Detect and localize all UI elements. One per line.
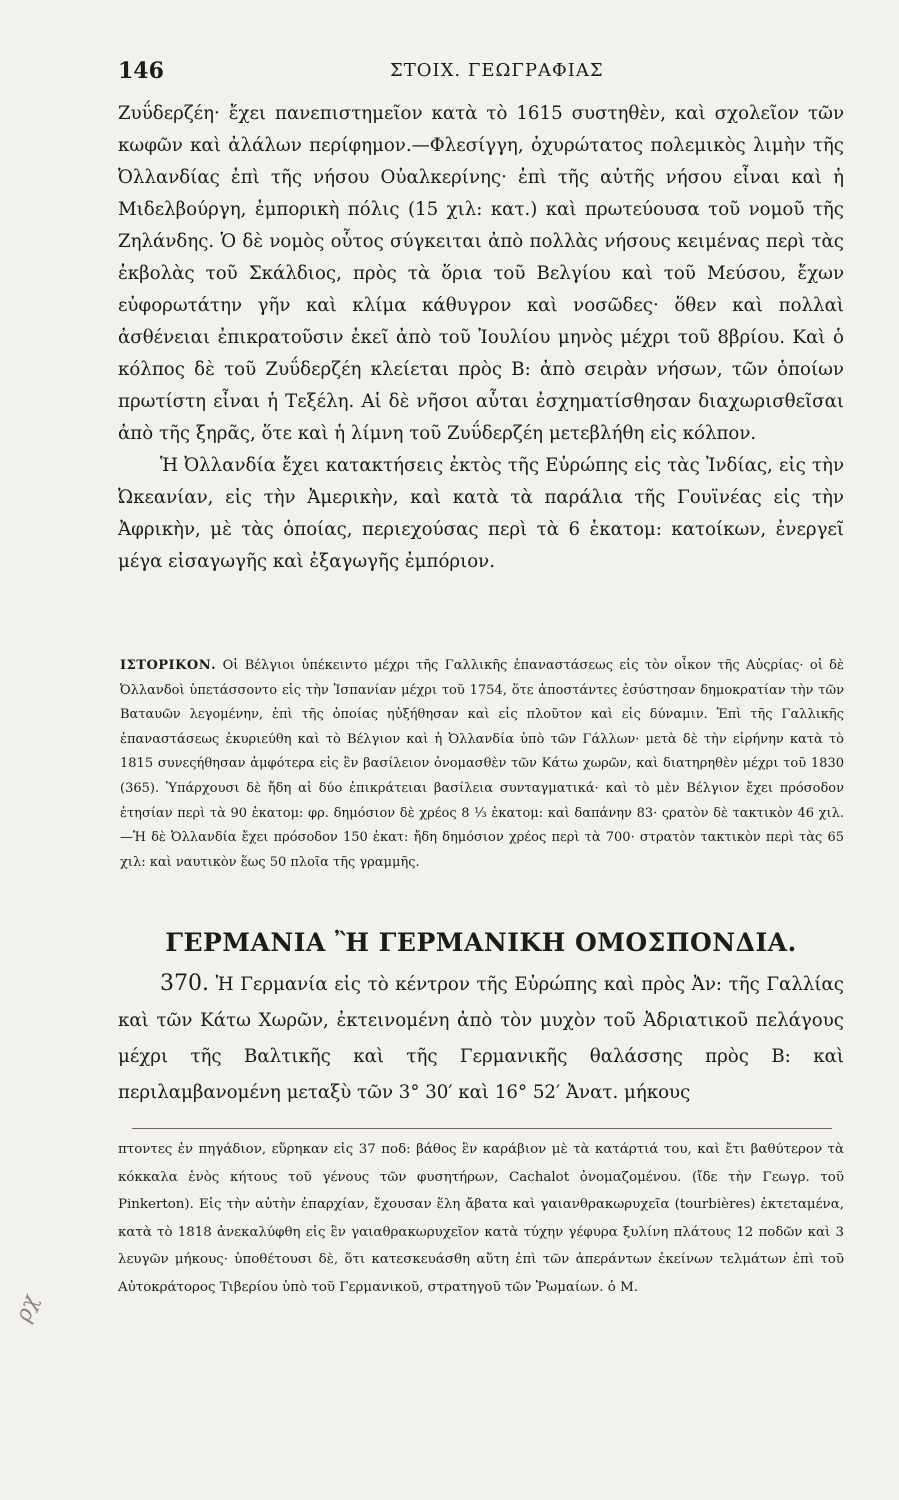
section-body (118, 966, 844, 1111)
section-number: 370. (160, 971, 209, 996)
historical-note-label: ΙΣΤΟΡΙΚΟΝ. (120, 658, 217, 673)
historical-note (120, 654, 844, 875)
handwritten-margin-mark: ρχ (10, 1291, 44, 1326)
section-paragraph (118, 966, 844, 1111)
historical-note-paragraph (120, 654, 844, 875)
footnote-rule (132, 1128, 832, 1129)
paragraph: Ἡ Ὀλλανδία ἔχει κατακτήσεις ἐκτὸς τῆς Εὐρώπης εἰς τὰς Ἰνδίας, εἰς τὴν Ὠκεανίαν, εἰς τὴν Ἀμερικὴν, καὶ κατὰ τὰ παράλια τῆς Γουϊνέας εἰς τὴν Ἀφρικὴν, μὲ τὰς ὁποίας, περιεχούσας περὶ τὰ 6 ἑκατομ: κατοίκων, ἐνεργεῖ μέγα εἰσαγωγῆς καὶ ἐξαγωγῆς ἐμπόριον. (118, 455, 844, 572)
footnote-text: πτοντες ἐν πηγάδιον, εὕρηκαν εἰς 37 ποδ: βάθος ἓν καράβιον μὲ τὰ κατάρτιά του, καὶ ἔτι βαθύτερον τὰ κόκκαλα ἑνὸς κήτους τοῦ γένους τῶν φυσητήρων, Cachalot ὀνομαζομένου. (ἴδε τὴν Γεωγρ. τοῦ Pinkerton). Εἰς τὴν αὐτὴν ἐπαρχίαν, ἔχουσαν ἕλη ἄβατα καὶ γαιανθρακωρυχεῖα (tourbières) ἐκτεταμένα, κατὰ τὸ 1818 ἀνεκαλύφθη εἰς ἓν γαιαθρακωρυχεῖον κατὰ τύχην γέφυρα ξυλίνη πλάτους 12 ποδῶν καὶ 3 λευγῶν μήκους· ὑποθέτουσι δὲ, ὅτι κατεσκευάσθη αὕτη ἐπὶ τῶν ἀπεράντων ἐκείνων τελμάτων ἐπὶ τοῦ Αὐτοκράτορος Τιβερίου ὑπὸ τοῦ Γερμανικοῦ, στρατηγοῦ τῶν Ῥωμαίων. ὁ Μ. (118, 1142, 844, 1295)
intro-text (118, 98, 844, 578)
section-text: Ἡ Γερμανία εἰς τὸ κέντρον τῆς Εὐρώπης καὶ πρὸς Ἀν: τῆς Γαλλίας καὶ τῶν Κάτω Χωρῶν, ἐκτεινομένη ἀπὸ τὸν μυχὸν τοῦ Ἀδριατικοῦ πελάγους μέχρι τῆς Βαλτικῆς καὶ τῆς Γερμανικῆς θαλάσσης πρὸς Β: καὶ περιλαμβανομένη μεταξὺ τῶν 3° 30′ καὶ 16° 52′ Ἀνατ. μήκους (118, 974, 844, 1103)
footnote (118, 1136, 844, 1301)
running-head: ΣΤΟΙΧ. ΓΕΩΓΡΑΦΙΑΣ (390, 60, 604, 81)
section-title: ΓΕΡΜΑΝΙΑ Ἢ ΓΕΡΜΑΝΙΚΗ ΟΜΟΣΠΟΝΔΙΑ. (165, 928, 797, 957)
paragraph: Ζυΰδερζέη· ἔχει πανεπιστημεῖον κατὰ τὸ 1615 συστηθὲν, καὶ σχολεῖον τῶν κωφῶν καὶ ἀλάλων περίφημον.—Φλεσίγγη, ὀχυρώτατος πολεμικὸς λιμὴν τῆς Ὀλλανδίας ἐπὶ τῆς νήσου Οὐαλκερίνης· ἐπὶ τῆς αὐτῆς νήσου εἶναι καὶ ἡ Μιδελβούργη, ἐμπορικὴ πόλις (15 χιλ: κατ.) καὶ πρωτεύουσα τοῦ νομοῦ τῆς Ζηλάνδης. Ὁ δὲ νομὸς οὗτος σύγκειται ἀπὸ πολλὰς νήσους κειμένας περὶ τὰς ἐκβολὰς τοῦ Σκάλδιος, πρὸς τὰ ὅρια τοῦ Βελγίου καὶ τοῦ Μεύσου, ἔχων εὐφορωτάτην γῆν καὶ κλίμα κάθυγρον καὶ νοσῶδες· ὅθεν καὶ πολλαὶ ἀσθένειαι ἐπικρατοῦσιν ἐκεῖ ἀπὸ τοῦ Ἰουλίου μηνὸς μέχρι τοῦ 8βρίου. Καὶ ὁ κόλπος δὲ τοῦ Ζυΰδερζέη κλείεται πρὸς Β: ἀπὸ σειρὰν νήσων, τῶν ὁποίων πρωτίστη εἶναι ἡ Τεξέλη. Αἱ δὲ νῆσοι αὗται ἐσχηματίσθησαν διαχωρισθεῖσαι ἀπὸ τῆς ξηρᾶς, ὅτε καὶ ἡ λίμνη τοῦ Ζυΰδερζέη μετεβλήθη εἰς κόλπον. (118, 103, 844, 444)
page-number: 146 (118, 58, 164, 84)
historical-note-text: Οἱ Βέλγιοι ὑπέκειντο μέχρι τῆς Γαλλικῆς ἐπαναστάσεως εἰς τὸν οἶκον τῆς Αὐςρίας· οἱ δὲ Ὀλλανδοὶ ὑπετάσσοντο εἰς τὴν Ἰσπανίαν μέχρι τοῦ 1754, ὅτε ἀποστάντες ἐσύστησαν δημοκρατίαν τὴν τῶν Βαταυῶν λεγομένην, ἐπὶ τῆς ὁποίας ηὐξήθησαν καὶ εἰς πλοῦτον καὶ εἰς δύναμιν. Ἐπὶ τῆς Γαλλικῆς ἐπαναστάσεως ἐκυριεύθη καὶ τὸ Βέλγιον καὶ ἡ Ὀλλανδία ὑπὸ τῶν Γάλλων· μετὰ δὲ τὴν εἰρήνην κατὰ τὸ 1815 συνεςήθησαν ἀμφότερα εἰς ἓν βασίλειον ὀνομασθὲν τῶν Κάτω χωρῶν, καὶ διατηρηθὲν μέχρι τοῦ 1830 (365). Ὑπάρχουσι δὲ ἤδη αἱ δύο ἐπικράτειαι βασίλεια συνταγματικά· καὶ τὸ μὲν Βέλγιον ἔχει πρόσοδον ἐτησίαν περὶ τὰ 90 ἑκατομ: φρ. δημόσιον δὲ χρέος 8 ⅓ ἑκατομ: καὶ δαπάνην 83· ςρατὸν δὲ τακτικὸν 46 χιλ.—Ἡ δὲ Ὀλλανδία ἔχει πρόσοδον 150 ἑκατ: ἤδη δημόσιον χρέος περὶ τὰ 700· στρατὸν τακτικὸν περὶ τὰς 65 χιλ: καὶ ναυτικὸν ἕως 50 πλοῖα τῆς γραμμῆς. (120, 658, 844, 870)
page-header (118, 58, 818, 94)
